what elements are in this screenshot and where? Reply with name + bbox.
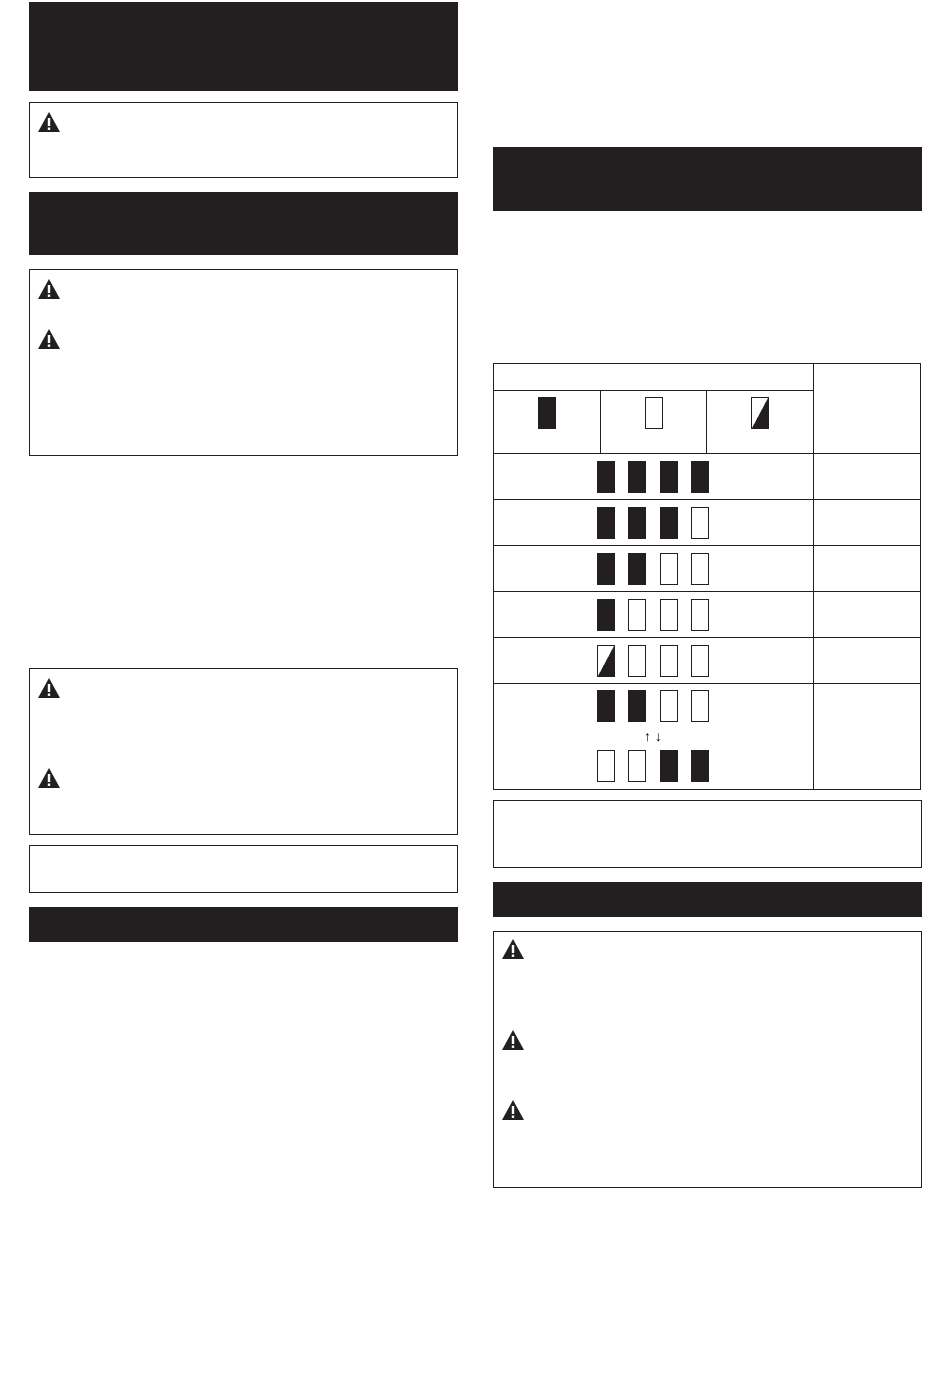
warning-triangle-icon [501,938,525,960]
warning-box-2 [29,269,458,456]
lamp-row4-2-off [628,599,646,631]
lamp-row4-1-lit [597,599,615,631]
lamp-row5-3-off [660,645,678,677]
lamp-alt-top-2-lit [628,690,646,722]
lamp-row3-2-lit [628,553,646,585]
section-header-bar-4 [493,147,922,211]
warning-box-3 [29,668,458,835]
lamp-row5-1-blinking [597,645,615,677]
lamp-alt-bottom-2-off [628,750,646,782]
lamp-row4-4-off [691,599,709,631]
lamp-row2-2-lit [628,507,646,539]
note-box-1 [29,845,458,893]
note-box-2 [493,800,922,868]
lamp-alt-top-3-off [660,690,678,722]
warning-triangle-icon [37,111,61,133]
lamp-row1-4-lit [691,461,709,493]
lamp-row1-1-lit [597,461,615,493]
lamp-row3-1-lit [597,553,615,585]
lamp-row2-4-off [691,507,709,539]
lamp-row1-2-lit [628,461,646,493]
warning-triangle-icon [37,677,61,699]
lamp-alt-bottom-4-lit [691,750,709,782]
lamp-row5-4-off [691,645,709,677]
section-header-bar-2 [29,192,458,255]
lamp-row4-3-off [660,599,678,631]
lamp-alt-bottom-1-off [597,750,615,782]
warning-triangle-icon [501,1099,525,1121]
lamp-row1-3-lit [660,461,678,493]
indicator-lamp-table [493,363,921,790]
warning-box-1 [29,102,458,178]
warning-box-4 [493,931,922,1188]
warning-triangle-icon [37,278,61,300]
lamp-alt-top-1-lit [597,690,615,722]
lamp-alt-bottom-3-lit [660,750,678,782]
warning-triangle-icon [501,1029,525,1051]
warning-triangle-icon [37,767,61,789]
lamp-row3-4-off [691,553,709,585]
lamp-row5-2-off [628,645,646,677]
section-header-bar-1 [29,2,458,91]
warning-triangle-icon [37,328,61,350]
lamp-row3-3-off [660,553,678,585]
section-header-bar-3 [29,907,458,942]
lamp-layer [493,363,921,790]
section-header-bar-5 [493,882,922,917]
lamp-row2-3-lit [660,507,678,539]
lamp-row2-1-lit [597,507,615,539]
alternating-arrows: ↑ ↓ [644,728,662,744]
lamp-alt-top-4-off [691,690,709,722]
